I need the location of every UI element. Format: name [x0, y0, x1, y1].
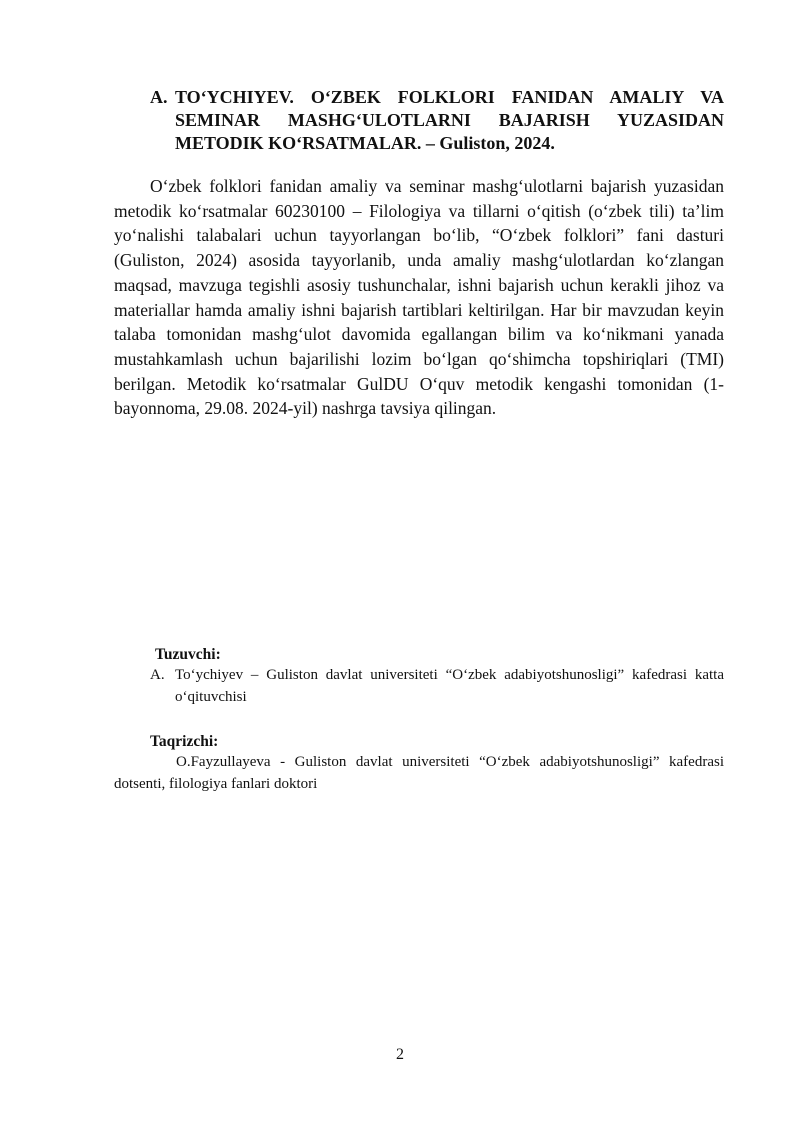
reviewer-text: O.Fayzullayeva - Guliston davlat universiteti “O‘zbek adabiyotshunosligi” kafedrasi dotsenti, filologiya fanlari doktori [114, 754, 724, 792]
heading-list-label: A. [150, 87, 168, 107]
compiler-list-label: A. [150, 667, 165, 683]
compiler-title: Tuzuvchi: [155, 646, 221, 663]
document-heading [150, 86, 724, 155]
compiler-entry [150, 665, 724, 708]
heading-title: TO‘YCHIYEV. O‘ZBEK FOLKLORI FANIDAN AMALIY VA SEMINAR MASHG‘ULOTLARNI BAJARISH YUZASIDAN METODIK KO‘RSATMALAR. – Guliston, 2024. [175, 87, 724, 153]
page-number: 2 [396, 1046, 404, 1063]
compiler-text: To‘ychiyev – Guliston davlat universiteti “O‘zbek adabiyotshunosligi” kafedrasi katta o‘qituvchisi [175, 667, 724, 705]
annotation-paragraph: O‘zbek folklori fanidan amaliy va seminar mashg‘ulotlarni bajarish yuzasidan metodik ko‘rsatmalar 60230100 – Filologiya va tillarni o‘qitish (o‘zbek tili) ta’lim yo‘nalishi talabalari uchun tayyorlangan bo‘lib, “O‘zbek folklori” fani dasturi (Guliston, 2024) asosida tayyorlanib, unda amaliy mashg‘ulotlardan ko‘zlangan maqsad, mavzuga tegishli asosiy tushunchalar, ishni bajarish uchun kerakli jihoz va materiallar hamda amaliy ishni bajarish tartiblari keltirilgan. Har bir mavzudan keyin talaba tomonidan mashg‘ulot davomida egallangan bilim va ko‘nikmani yanada mustahkamlash uchun bajarilishi lozim bo‘lgan qo‘shimcha topshiriqlari (TMI) berilgan. Metodik ko‘rsatmalar GulDU O‘quv metodik kengashi tomonidan (1-bayonnoma, 29.08. 2024-yil) nashrga tavsiya qilingan. [114, 176, 724, 419]
reviewer-title: Taqrizchi: [150, 733, 219, 750]
